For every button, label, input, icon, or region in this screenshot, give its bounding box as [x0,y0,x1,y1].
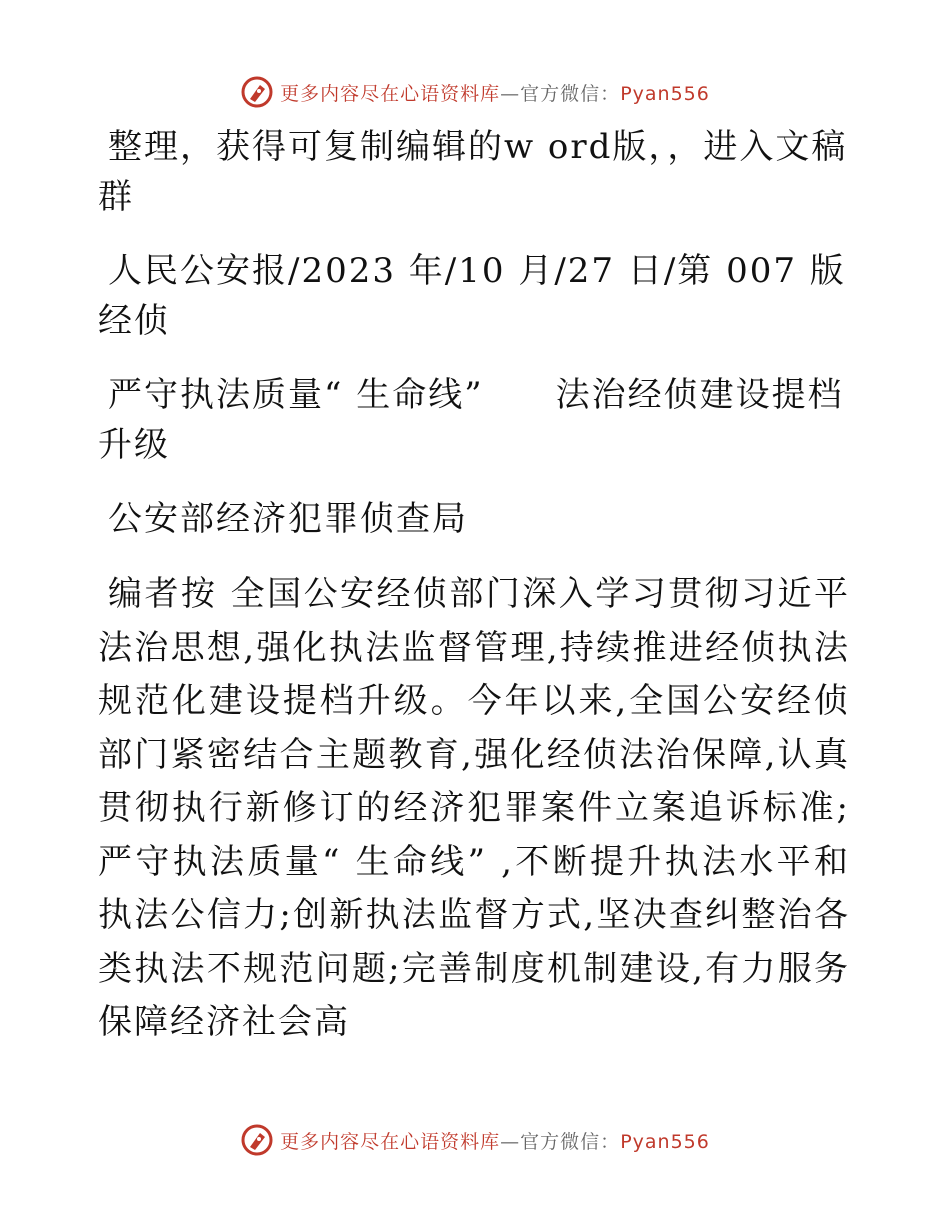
watermark-separator: — [500,1130,521,1153]
watermark-label: 官方微信： [520,1130,621,1153]
intro-note: 整理，获得可复制编辑的w ord版，，进入文稿群 [98,127,848,217]
watermark-main-text: 更多内容尽在心语资料库 [280,82,501,105]
source-line: 人民公安报/2023 年/10 月/27 日/第 007 版经侦 [98,251,846,341]
watermark-wechat-id: Pyan556 [620,82,710,105]
pen-nib-logo-icon [240,1123,274,1157]
header-watermark [0,72,950,112]
watermark-wechat-id: Pyan556 [620,1130,710,1153]
watermark-text [280,79,710,106]
article-author: 公安部经济犯罪侦查局 [108,499,468,539]
watermark-separator: — [500,82,521,105]
watermark-label: 官方微信： [520,82,621,105]
article-title: 严守执法质量“ 生命线” 法治经侦建设提档升级 [98,375,844,465]
editor-note-paragraph: 编者按 全国公安经侦部门深入学习贯彻习近平法治思想,强化执法监督管理,持续推进经侦执法规范化建设提档升级。今年以来,全国公安经侦部门紧密结合主题教育,强化经侦法治保障,认真贯彻执行新修订的经济犯罪案件立案追诉标准;严守执法质量“ 生命线” ,不断提升执法水平和执法公信力;创新执法监督方式,坚决查纠整治各类执法不规范问题;完善制度机制建设,有力服务保障经济社会高 [98,574,850,1042]
document-body [98,122,850,1074]
pen-nib-logo-icon [240,75,274,109]
watermark-main-text: 更多内容尽在心语资料库 [280,1130,501,1153]
watermark-text [280,1127,710,1154]
footer-watermark [0,1120,950,1160]
